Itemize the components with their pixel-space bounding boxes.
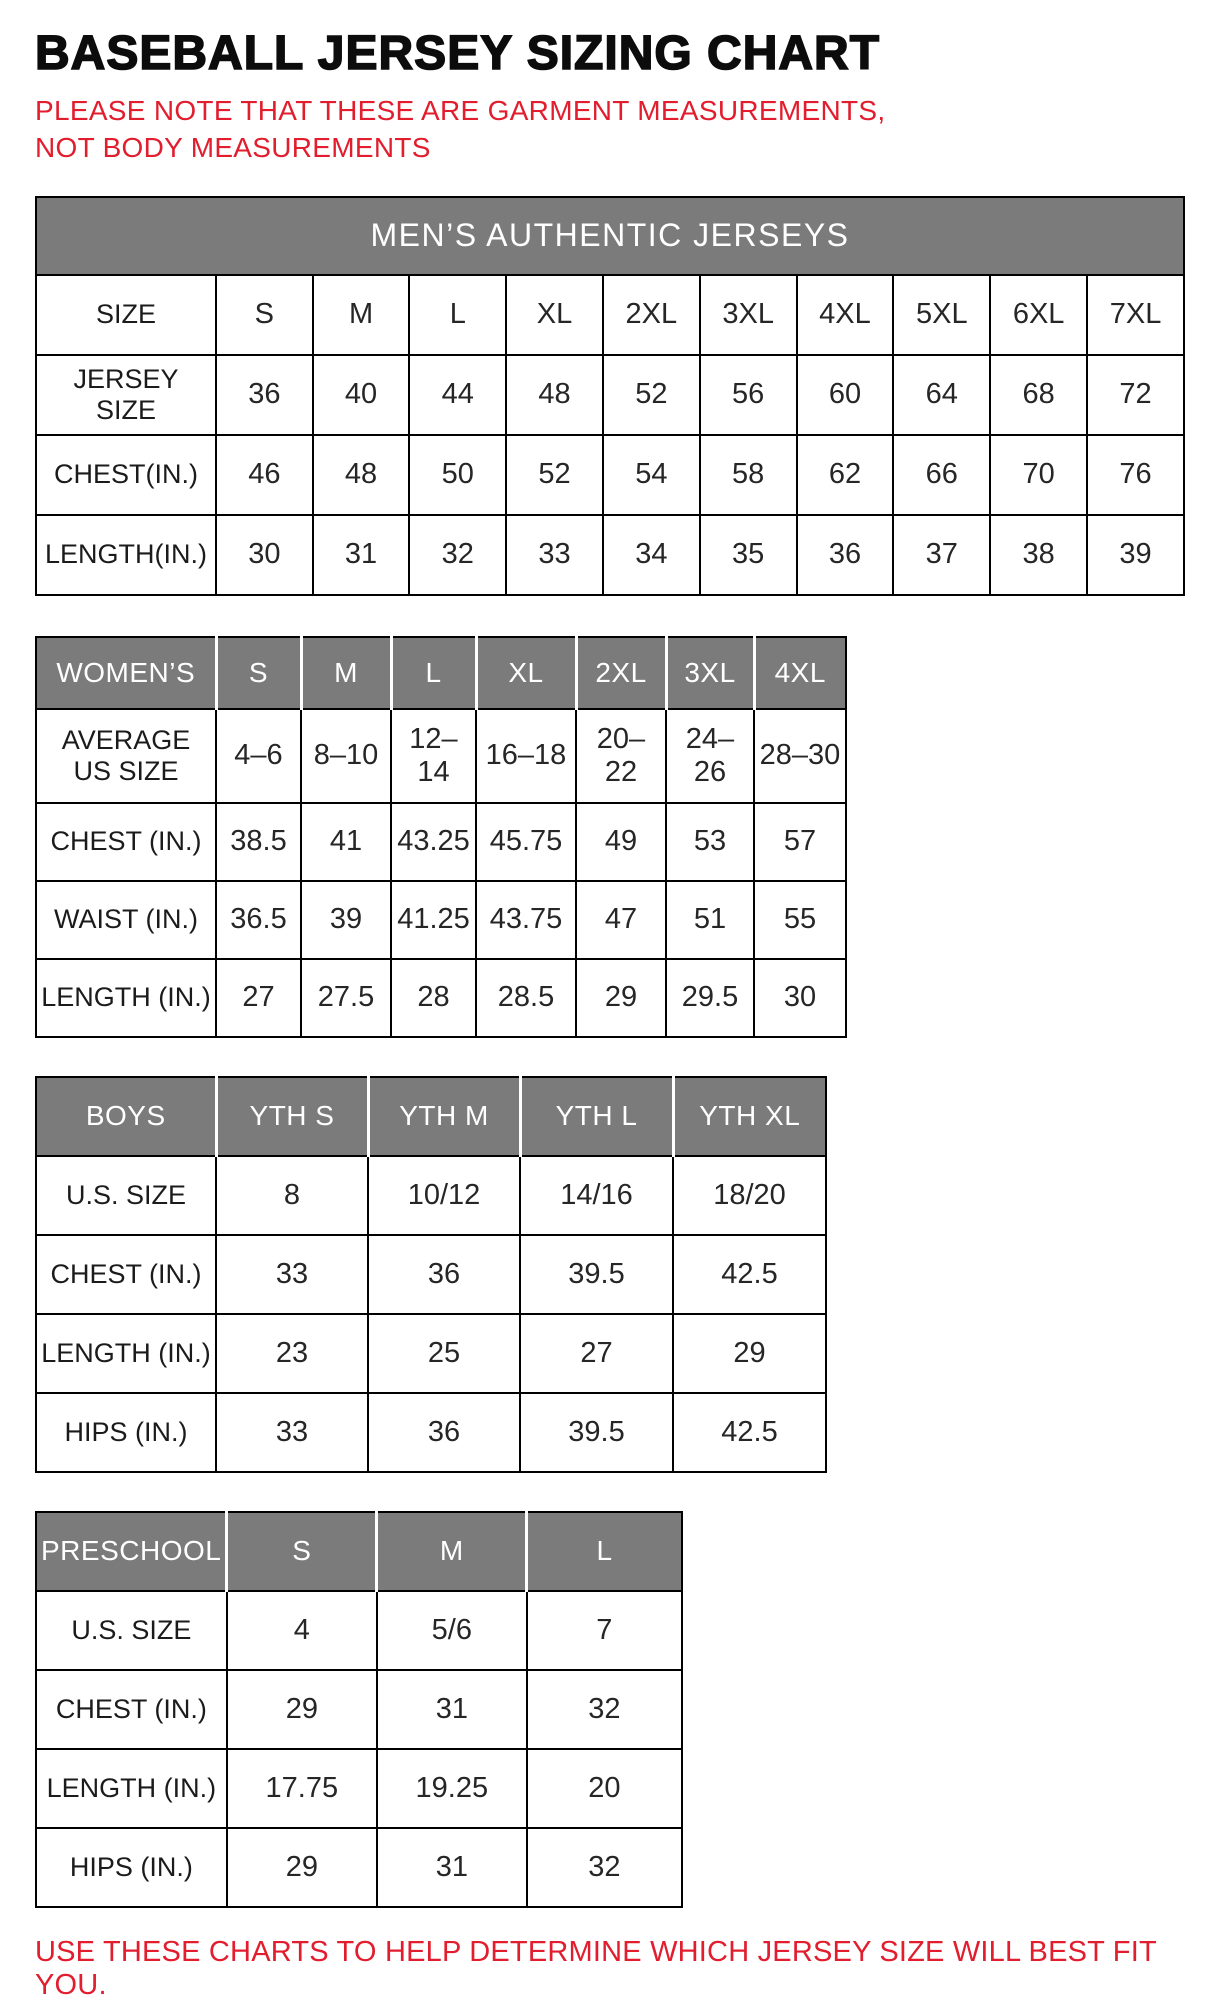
- row-label-cell: LENGTH(IN.): [36, 515, 216, 595]
- value-cell: 70: [990, 435, 1087, 515]
- footer-note: USE THESE CHARTS TO HELP DETERMINE WHICH JERSEY SIZE WILL BEST FIT YOU.: [35, 1935, 1157, 2001]
- value-cell: 43.25: [391, 803, 476, 881]
- value-cell: 45.75: [476, 803, 576, 881]
- table-row: [36, 1235, 826, 1314]
- row-label-cell: AVERAGE US SIZE: [36, 709, 216, 803]
- row-label-cell: CHEST (IN.): [36, 803, 216, 881]
- table-header-row: [36, 197, 1184, 275]
- value-cell: 50: [409, 435, 506, 515]
- value-cell: 7: [527, 1591, 682, 1670]
- value-cell: 28–30: [754, 709, 846, 803]
- value-cell: 8–10: [301, 709, 391, 803]
- value-cell: 24–26: [666, 709, 754, 803]
- tables-container: [35, 196, 1185, 1908]
- value-cell: 39: [1087, 515, 1184, 595]
- row-label-cell: HIPS (IN.): [36, 1393, 216, 1472]
- value-cell: 31: [377, 1828, 527, 1907]
- value-cell: 17.75: [227, 1749, 377, 1828]
- row-label-cell: U.S. SIZE: [36, 1156, 216, 1235]
- row-label-cell: LENGTH (IN.): [36, 1749, 227, 1828]
- row-label-cell: CHEST (IN.): [36, 1235, 216, 1314]
- table-row: [36, 1749, 682, 1828]
- size-header-cell: YTH S: [216, 1077, 368, 1156]
- table-row: [36, 959, 846, 1037]
- value-cell: 39.5: [520, 1393, 673, 1472]
- table-title-cell: BOYS: [36, 1077, 216, 1156]
- value-cell: 36: [368, 1393, 520, 1472]
- row-label-cell: SIZE: [36, 275, 216, 355]
- size-header-cell: 3XL: [666, 637, 754, 709]
- value-cell: 5XL: [893, 275, 990, 355]
- value-cell: 25: [368, 1314, 520, 1393]
- value-cell: 51: [666, 881, 754, 959]
- size-header-cell: YTH XL: [673, 1077, 826, 1156]
- value-cell: 39.5: [520, 1235, 673, 1314]
- row-label-cell: WAIST (IN.): [36, 881, 216, 959]
- table-row: [36, 515, 1184, 595]
- row-label-cell: JERSEY SIZE: [36, 355, 216, 435]
- table-row: [36, 1156, 826, 1235]
- row-label-cell: U.S. SIZE: [36, 1591, 227, 1670]
- value-cell: 12–14: [391, 709, 476, 803]
- value-cell: S: [216, 275, 313, 355]
- value-cell: 5/6: [377, 1591, 527, 1670]
- value-cell: 36: [368, 1235, 520, 1314]
- mens-authentic-jerseys-table: [35, 196, 1185, 596]
- value-cell: 56: [700, 355, 797, 435]
- table-title-banner: MEN’S AUTHENTIC JERSEYS: [36, 197, 1184, 275]
- value-cell: 20–22: [576, 709, 666, 803]
- table-row: [36, 1670, 682, 1749]
- table-row: [36, 1591, 682, 1670]
- value-cell: 55: [754, 881, 846, 959]
- value-cell: 30: [216, 515, 313, 595]
- value-cell: 14/16: [520, 1156, 673, 1235]
- value-cell: 47: [576, 881, 666, 959]
- table-row: [36, 709, 846, 803]
- value-cell: 35: [700, 515, 797, 595]
- value-cell: 39: [301, 881, 391, 959]
- value-cell: 48: [506, 355, 603, 435]
- value-cell: 32: [527, 1828, 682, 1907]
- size-header-cell: 2XL: [576, 637, 666, 709]
- value-cell: 66: [893, 435, 990, 515]
- value-cell: 52: [506, 435, 603, 515]
- size-header-cell: XL: [476, 637, 576, 709]
- value-cell: 29: [227, 1670, 377, 1749]
- value-cell: 36: [797, 515, 894, 595]
- value-cell: 49: [576, 803, 666, 881]
- value-cell: 18/20: [673, 1156, 826, 1235]
- value-cell: 32: [527, 1670, 682, 1749]
- row-label-cell: LENGTH (IN.): [36, 959, 216, 1037]
- value-cell: 10/12: [368, 1156, 520, 1235]
- value-cell: 31: [313, 515, 410, 595]
- garment-measurements-note: PLEASE NOTE THAT THESE ARE GARMENT MEASUREMENTS, NOT BODY MEASUREMENTS: [35, 95, 886, 163]
- value-cell: M: [313, 275, 410, 355]
- value-cell: 48: [313, 435, 410, 515]
- table-row: [36, 355, 1184, 435]
- value-cell: XL: [506, 275, 603, 355]
- value-cell: 46: [216, 435, 313, 515]
- size-header-cell: S: [227, 1512, 377, 1591]
- value-cell: 30: [754, 959, 846, 1037]
- value-cell: 58: [700, 435, 797, 515]
- size-header-cell: YTH M: [368, 1077, 520, 1156]
- value-cell: 4–6: [216, 709, 301, 803]
- value-cell: 6XL: [990, 275, 1087, 355]
- value-cell: 64: [893, 355, 990, 435]
- size-header-cell: L: [527, 1512, 682, 1591]
- value-cell: 29.5: [666, 959, 754, 1037]
- table-row: [36, 1393, 826, 1472]
- table-row: [36, 803, 846, 881]
- value-cell: 33: [506, 515, 603, 595]
- value-cell: 23: [216, 1314, 368, 1393]
- row-label-cell: HIPS (IN.): [36, 1828, 227, 1907]
- size-header-cell: M: [301, 637, 391, 709]
- value-cell: 7XL: [1087, 275, 1184, 355]
- size-header-cell: L: [391, 637, 476, 709]
- table-row: [36, 1828, 682, 1907]
- row-label-cell: CHEST(IN.): [36, 435, 216, 515]
- value-cell: 16–18: [476, 709, 576, 803]
- value-cell: 27: [216, 959, 301, 1037]
- value-cell: 29: [227, 1828, 377, 1907]
- value-cell: 27: [520, 1314, 673, 1393]
- value-cell: 33: [216, 1235, 368, 1314]
- value-cell: 76: [1087, 435, 1184, 515]
- value-cell: 19.25: [377, 1749, 527, 1828]
- table-row: [36, 275, 1184, 355]
- table-header-row: [36, 637, 846, 709]
- size-header-cell: YTH L: [520, 1077, 673, 1156]
- value-cell: 29: [673, 1314, 826, 1393]
- value-cell: 57: [754, 803, 846, 881]
- value-cell: 29: [576, 959, 666, 1037]
- preschool-table: [35, 1511, 683, 1908]
- table-row: [36, 881, 846, 959]
- table-row: [36, 1314, 826, 1393]
- value-cell: 38.5: [216, 803, 301, 881]
- value-cell: 60: [797, 355, 894, 435]
- value-cell: 36.5: [216, 881, 301, 959]
- value-cell: 2XL: [603, 275, 700, 355]
- value-cell: 72: [1087, 355, 1184, 435]
- value-cell: 44: [409, 355, 506, 435]
- size-header-cell: M: [377, 1512, 527, 1591]
- table-title-cell: WOMEN’S: [36, 637, 216, 709]
- value-cell: 52: [603, 355, 700, 435]
- value-cell: 8: [216, 1156, 368, 1235]
- row-label-cell: CHEST (IN.): [36, 1670, 227, 1749]
- value-cell: 4XL: [797, 275, 894, 355]
- boys-table: [35, 1076, 827, 1473]
- value-cell: 53: [666, 803, 754, 881]
- value-cell: 28: [391, 959, 476, 1037]
- table-header-row: [36, 1512, 682, 1591]
- table-title-cell: PRESCHOOL: [36, 1512, 227, 1591]
- table-header-row: [36, 1077, 826, 1156]
- value-cell: 34: [603, 515, 700, 595]
- value-cell: 28.5: [476, 959, 576, 1037]
- value-cell: 62: [797, 435, 894, 515]
- value-cell: 68: [990, 355, 1087, 435]
- value-cell: L: [409, 275, 506, 355]
- womens-table: [35, 636, 847, 1038]
- row-label-cell: LENGTH (IN.): [36, 1314, 216, 1393]
- value-cell: 33: [216, 1393, 368, 1472]
- value-cell: 3XL: [700, 275, 797, 355]
- value-cell: 42.5: [673, 1235, 826, 1314]
- value-cell: 41: [301, 803, 391, 881]
- value-cell: 40: [313, 355, 410, 435]
- value-cell: 41.25: [391, 881, 476, 959]
- value-cell: 38: [990, 515, 1087, 595]
- value-cell: 42.5: [673, 1393, 826, 1472]
- table-row: [36, 435, 1184, 515]
- size-header-cell: 4XL: [754, 637, 846, 709]
- page-title: BASEBALL JERSEY SIZING CHART: [35, 27, 881, 80]
- value-cell: 31: [377, 1670, 527, 1749]
- value-cell: 27.5: [301, 959, 391, 1037]
- value-cell: 4: [227, 1591, 377, 1670]
- value-cell: 32: [409, 515, 506, 595]
- value-cell: 36: [216, 355, 313, 435]
- size-header-cell: S: [216, 637, 301, 709]
- value-cell: 37: [893, 515, 990, 595]
- value-cell: 43.75: [476, 881, 576, 959]
- value-cell: 20: [527, 1749, 682, 1828]
- value-cell: 54: [603, 435, 700, 515]
